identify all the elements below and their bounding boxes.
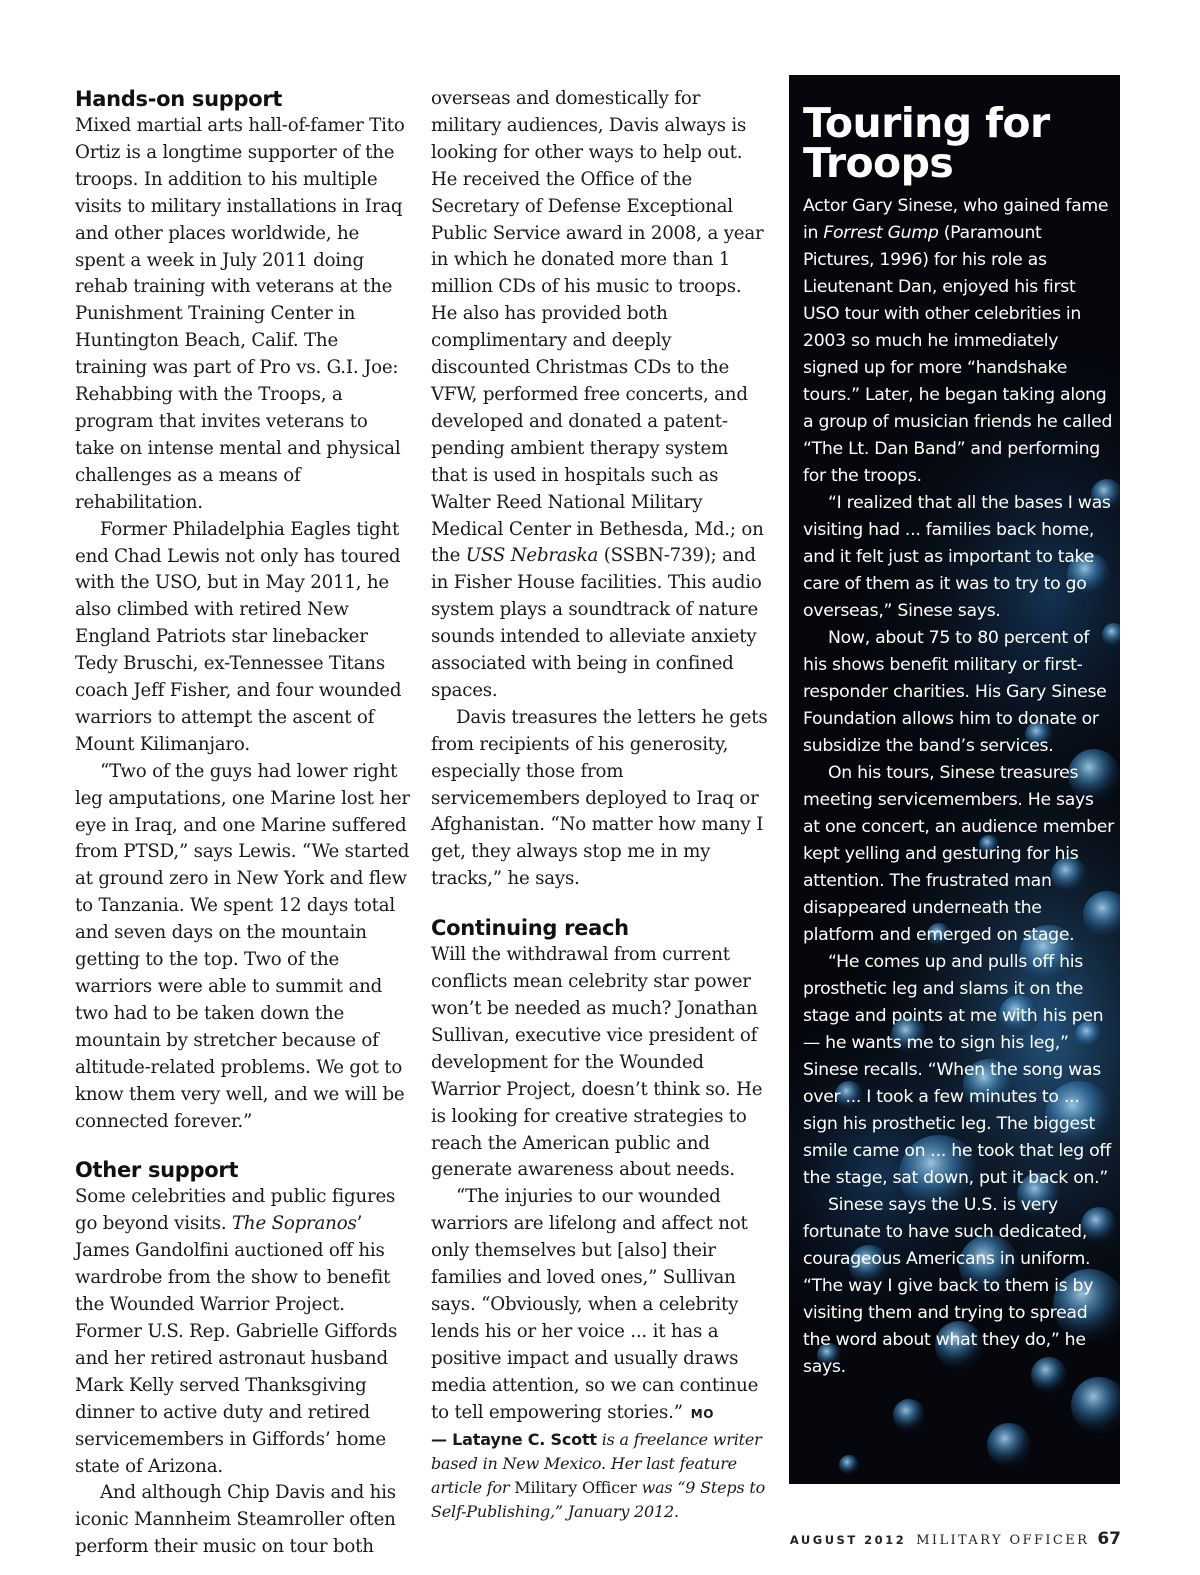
article-column-middle xyxy=(431,86,769,1524)
issue-date: AUGUST 2012 xyxy=(789,1533,907,1547)
sidebar-paragraph-fortunate: Sinese says the U.S. is very fortunate to have such dedicated, courageous Americans in uniform. “The way I give back to them is by visiting them and trying to spread the word about what they do,” he says. xyxy=(803,1195,1094,1377)
magazine-title: MILITARY OFFICER xyxy=(916,1533,1090,1548)
sidebar-content xyxy=(803,99,1115,1381)
page-footer xyxy=(790,1529,1121,1549)
paragraph-davis-letters: Davis treasures the letters he gets from recipients of his generosity, especially those from servicemembers deployed to Iraq or Afghanistan. “No matter how many I get, they always stop me in my tracks,” he says. xyxy=(431,706,768,890)
section-heading-hands-on-support: Hands-on support xyxy=(75,87,283,111)
article-column-left xyxy=(75,86,411,1561)
paragraph-gandolfini: Some celebrities and public figures go beyond visits. The Sopranos’ James Gandolfini auctioned off his wardrobe from the show to benefit the Wounded Warrior Project. Former U.S. Rep. Gabrielle Giffords and her retired astronaut husband Mark Kelly served Thanksgiving dinner to active duty and retired servicemembers in Giffords’ home state of Arizona. xyxy=(75,1186,398,1477)
sidebar-paragraph-quote-bases: “I realized that all the bases I was visiting had ... families back home, and it felt just as important to take care of them as it was to try to go overseas,” Sinese says. xyxy=(803,493,1111,621)
paragraph-tito-ortiz: Mixed martial arts hall-of-famer Tito Ortiz is a longtime supporter of the troops. In addition to his multiple visits to military installations in Iraq and other places worldwide, he spent a week in July 2011 doing rehab training with veterans at the Punishment Training Center in Huntington Beach, Calif. The training was part of Pro vs. G.I. Joe: Rehabbing with the Troops, a program that invites veterans to take on intense mental and physical challenges as a means of rehabilitation. xyxy=(75,115,405,513)
magazine-name: Military Officer xyxy=(514,1477,637,1497)
paragraph-chad-lewis: Former Philadelphia Eagles tight end Chad Lewis not only has toured with the USO, but in May 2011, he also climbed with retired New England Patriots star linebacker Tedy Bruschi, ex-Tennessee Titans coach Jeff Fisher, and four wounded warriors to attempt the ascent of Mount Kilimanjaro. xyxy=(75,518,402,755)
sidebar-paragraph-prosthetic: “He comes up and pulls off his prosthetic leg and slams it on the stage and points at me with his pen — he wants me to sign his leg,” Sinese recalls. “When the song was over ... I took a few minutes to ... sign his prosthetic leg. The biggest smile came on ... he took that leg off the stage, sat down, put it back on.” xyxy=(803,952,1111,1188)
page-number: 67 xyxy=(1097,1529,1121,1549)
show-title: The Sopranos xyxy=(232,1213,357,1235)
paragraph-sullivan-quote: “The injuries to our wounded warriors are lifelong and affect not only themselves but [also] their families and loved ones,” Sullivan says. “Obviously, when a celebrity lends his or her voice ... it has a positive impact and usually draws media attention, so we can continue to tell empowering stories.” MO xyxy=(431,1186,759,1423)
paragraph-davis-support: overseas and domestically for military audiences, Davis always is looking for other ways to help out. He received the Office of the Secretary of Defense Exceptional Public Service award in 2008, a year in which he donated more than 1 million CDs of his music to troops. He also has provided both complimentary and deeply discounted Christmas CDs to the VFW, performed free concerts, and developed and donated a patent-pending ambient therapy system that is used in hospitals such as Walter Reed National Military Medical Center in Bethesda, Md.; on the USS Nebraska (SSBN-739); and in Fisher House facilities. This audio system plays a soundtrack of nature sounds intended to alleviate anxiety associated with being in confined spaces. xyxy=(431,88,764,701)
paragraph-lewis-quote: “Two of the guys had lower right leg amputations, one Marine lost her eye in Iraq, and one Marine suffered from PTSD,” says Lewis. “We started at ground zero in New York and flew to Tanzania. We spent 12 days total and seven days on the mountain getting to the top. Two of the warriors were able to summit and two had to be taken down the mountain by stretcher because of altitude-related problems. We got to know them very well, and we will be connected forever.” xyxy=(75,760,410,1132)
sidebar-title: Touring for Troops xyxy=(803,99,1050,187)
sidebar-paragraph-intro: Actor Gary Sinese, who gained fame in Forrest Gump (Paramount Pictures, 1996) for his role as Lieutenant Dan, enjoyed his first USO tour with other celebrities in 2003 so much he immediately signed up for more “handshake tours.” Later, he began taking along a group of musician friends he called “The Lt. Dan Band” and performing for the troops. xyxy=(803,196,1113,486)
ship-name: USS Nebraska xyxy=(465,545,599,567)
author-bio: — Latayne C. Scott is a freelance writer based in New Mexico. Her last feature article for Military Officer was “9 Steps to Self-Publishing,” January 2012. xyxy=(431,1429,766,1521)
paragraph-withdrawal: Will the withdrawal from current conflicts mean celebrity star power won’t be needed as much? Jonathan Sullivan, executive vice president of development for the Wounded Warrior Project, doesn’t think so. He is looking for creative strategies to reach the American public and generate awareness about needs. xyxy=(431,944,763,1181)
film-title: Forrest Gump xyxy=(823,223,939,243)
paragraph-chip-davis: And although Chip Davis and his iconic Mannheim Steamroller often perform their music on tour both xyxy=(75,1482,396,1558)
section-heading-continuing-reach: Continuing reach xyxy=(431,916,629,941)
sidebar-paragraph-tours: On his tours, Sinese treasures meeting servicemembers. He says at one concert, an audience member kept yelling and gesturing for his attention. The frustrated man disappeared underneath the platform and emerged on stage. xyxy=(803,763,1114,945)
end-mark: MO xyxy=(690,1406,714,1421)
sidebar-touring-for-troops xyxy=(789,75,1120,1484)
section-heading-other-support: Other support xyxy=(75,1158,239,1183)
author-name: — Latayne C. Scott xyxy=(431,1429,597,1449)
sidebar-paragraph-percent: Now, about 75 to 80 percent of his shows benefit military or first-responder charities. His Gary Sinese Foundation allows him to donate or subsidize the band’s services. xyxy=(803,628,1107,756)
